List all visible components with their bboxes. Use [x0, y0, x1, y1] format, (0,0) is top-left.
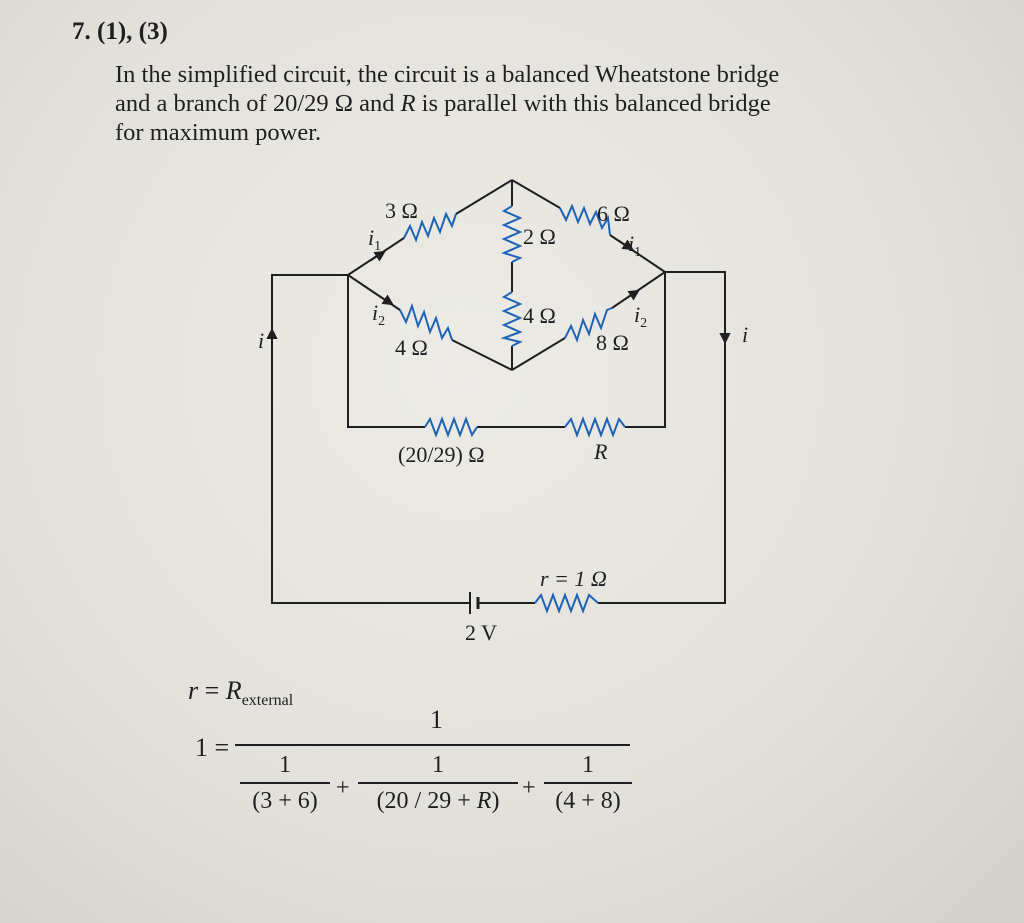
- paragraph-line-2-r: R: [400, 90, 416, 117]
- label-i1-left: $i_1$: [368, 225, 382, 254]
- eq1-R: R: [225, 676, 242, 705]
- arrow-i2-left: [378, 295, 392, 304]
- eq2-numerator: 1: [430, 705, 443, 734]
- arrow-i2-right: [624, 291, 638, 300]
- label-4-ohm-middle: 4 Ω: [523, 303, 556, 328]
- frac1-denominator: (3 + 6): [252, 788, 318, 814]
- paragraph-line-1: In the simplified circuit, the circuit is a balanced Wheatstone bridge: [115, 61, 780, 88]
- eq2-lhs: 1 =: [195, 733, 230, 762]
- label-2-ohm: 2 Ω: [523, 224, 556, 249]
- frac1-numerator: 1: [279, 752, 291, 778]
- frac2-numerator: 1: [432, 752, 444, 778]
- frac3-denominator: (4 + 8): [555, 788, 621, 814]
- eq1-r: r: [188, 676, 199, 705]
- plus-2: +: [522, 775, 536, 801]
- eq2-main-fraction-bar: [235, 744, 630, 746]
- current-arrows: [272, 240, 725, 345]
- paragraph-line-3: for maximum power.: [115, 119, 322, 146]
- resistor-2-ohm: [504, 206, 520, 262]
- resistor-20-29-ohm: [425, 419, 477, 435]
- frac3-numerator: 1: [582, 752, 594, 778]
- label-i-right: i: [742, 322, 749, 347]
- equation-r-equals-rext: [188, 676, 293, 710]
- fraction-3-plus-6: [240, 752, 330, 818]
- eq1-equals: =: [198, 676, 226, 705]
- internal-resistor: [535, 595, 598, 611]
- frac2-denominator: (20 / 29 + R): [376, 788, 500, 814]
- label-4-ohm-left: 4 Ω: [395, 335, 428, 360]
- label-i2-left: $i_2$: [372, 300, 386, 329]
- eq1-subscript: external: [241, 692, 294, 709]
- label-emf: 2 V: [465, 620, 497, 645]
- plus-1: +: [336, 775, 350, 801]
- resistor-4-ohm-middle: [504, 292, 520, 346]
- label-6-ohm: 6 Ω: [597, 201, 630, 226]
- label-internal-r: r = 1 Ω: [540, 566, 607, 591]
- label-3-ohm: 3 Ω: [385, 198, 418, 223]
- label-20-29-ohm: (20/29) Ω: [398, 442, 485, 467]
- question-number: 7.: [72, 18, 91, 45]
- paragraph-line-2a: and a branch of 20/29 Ω and: [115, 90, 401, 117]
- label-i1-right: $i_1$: [628, 231, 642, 260]
- resistor-r: [565, 419, 625, 435]
- fraction-4-plus-8: [544, 752, 632, 818]
- label-i-left: i: [258, 328, 265, 353]
- question-options: (1), (3): [97, 18, 168, 45]
- fraction-20-29-plus-r: [358, 752, 518, 818]
- circuit-wires: [272, 180, 725, 603]
- battery-symbol: [458, 592, 488, 614]
- label-i2-right: $i_2$: [634, 302, 648, 331]
- label-r: R: [594, 439, 608, 464]
- label-8-ohm: 8 Ω: [596, 330, 629, 355]
- paragraph-line-2b: is parallel with this balanced bridge: [415, 90, 771, 117]
